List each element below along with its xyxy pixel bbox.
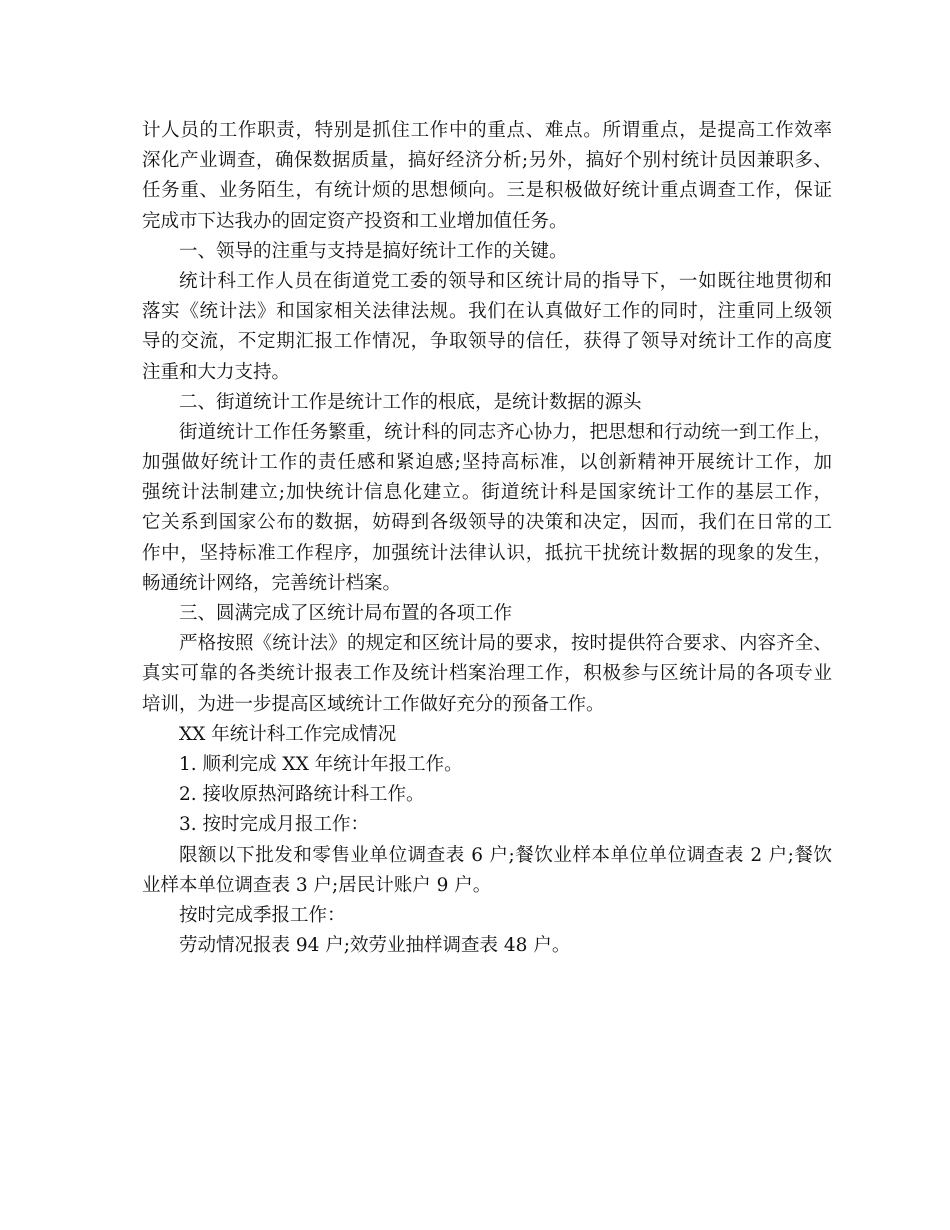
text-line: 任务重、业务陌生，有统计烦的思想倾向。三是积极做好统计重点调查工作，保证 <box>142 180 832 202</box>
text-line: 按时完成季报工作： <box>179 904 346 926</box>
text-line: 它关系到国家公布的数据，妨碍到各级领导的决策和决定，因而，我们在日常的工 <box>142 512 832 534</box>
text-line: 加强做好统计工作的责任感和紧迫感;坚持高标准，以创新精神开展统计工作，加 <box>142 452 832 474</box>
text-line: 强统计法制建立;加快统计信息化建立。街道统计科是国家统计工作的基层工作， <box>142 482 832 504</box>
text-line: 导的交流，不定期汇报工作情况，争取领导的信任，获得了领导对统计工作的高度 <box>142 331 832 353</box>
subsection-heading: XX 年统计科工作完成情况 <box>179 723 397 745</box>
text-line: 计人员的工作职责，特别是抓住工作中的重点、难点。所谓重点，是提高工作效率 <box>142 120 832 141</box>
text-line: 完成市下达我办的固定资产投资和工业增加值任务。 <box>142 210 568 232</box>
text-line: 作中，坚持标准工作程序，加强统计法律认识，抵抗干扰统计数据的现象的发生， <box>142 542 832 564</box>
section-heading: 三、圆满完成了区统计局布置的各项工作 <box>179 603 513 624</box>
document-page <box>142 116 832 961</box>
text-line: 落实《统计法》和国家相关法律法规。我们在认真做好工作的同时，注重同上级领 <box>142 301 832 323</box>
text-line: 真实可靠的各类统计报表工作及统计档案治理工作，积极参与区统计局的各项专业 <box>142 663 832 685</box>
text-line: 劳动情况报表 94 户;效劳业抽样调查表 48 户。 <box>179 935 571 957</box>
list-item: 2. 接收原热河路统计科工作。 <box>179 784 425 806</box>
text-line: 业样本单位调查表 3 户;居民计账户 9 户。 <box>142 874 492 896</box>
text-line: 街道统计工作任务繁重，统计科的同志齐心协力，把思想和行动统一到工作上， <box>179 421 832 443</box>
list-item: 1. 顺利完成 XX 年统计年报工作。 <box>179 753 463 775</box>
text-line: 统计科工作人员在街道党工委的领导和区统计局的指导下，一如既往地贯彻和 <box>179 270 832 292</box>
text-line: 培训，为进一步提高区域统计工作做好充分的预备工作。 <box>142 693 605 715</box>
section-heading: 一、领导的注重与支持是搞好统计工作的关键。 <box>179 240 568 262</box>
section-heading: 二、街道统计工作是统计工作的根底，是统计数据的源头 <box>179 391 642 413</box>
text-line: 严格按照《统计法》的规定和区统计局的要求，按时提供符合要求、内容齐全、 <box>179 633 832 655</box>
text-line: 深化产业调查，确保数据质量，搞好经济分析;另外，搞好个别村统计员因兼职多、 <box>142 150 832 172</box>
text-line: 注重和大力支持。 <box>142 361 291 383</box>
text-line: 限额以下批发和零售业单位调查表 6 户;餐饮业样本单位单位调查表 2 户;餐饮 <box>179 844 832 866</box>
list-item: 3. 按时完成月报工作： <box>179 814 370 836</box>
text-line: 畅通统计网络，完善统计档案。 <box>142 572 402 594</box>
